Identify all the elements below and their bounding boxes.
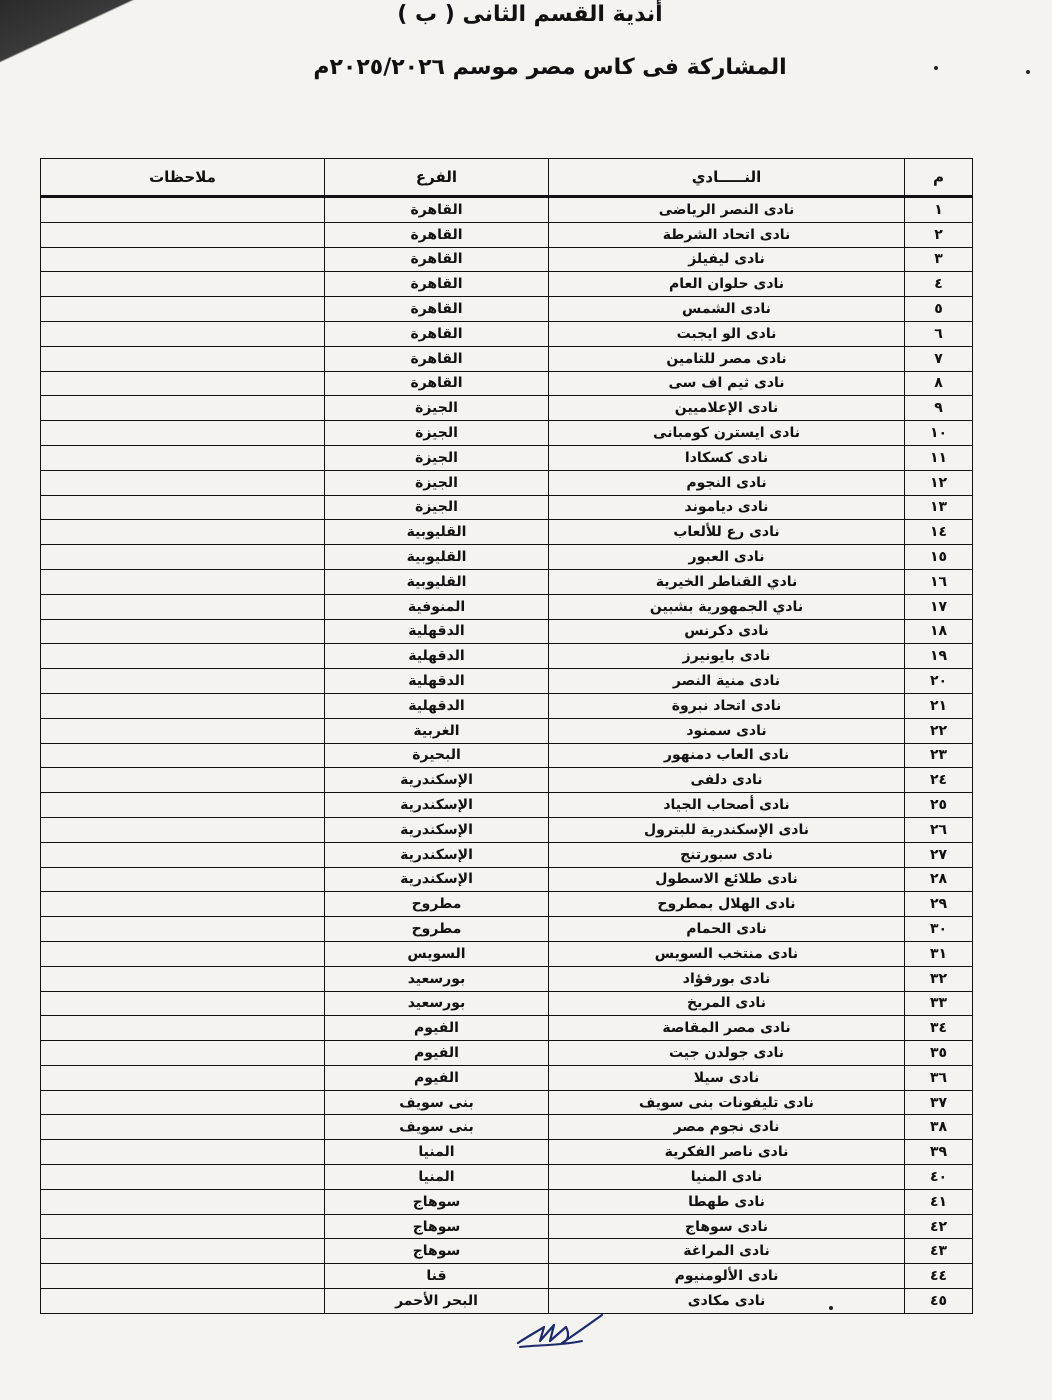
row-number: ٣٧ — [905, 1090, 973, 1115]
notes-cell — [41, 669, 325, 694]
club-name: نادى سمنود — [549, 718, 905, 743]
table-row — [41, 396, 973, 421]
club-name: نادى العاب دمنهور — [549, 743, 905, 768]
table-row — [41, 297, 973, 322]
notes-cell — [41, 569, 325, 594]
table-row — [41, 247, 973, 272]
branch-name: مطروح — [325, 917, 549, 942]
club-name: نادى دلفى — [549, 768, 905, 793]
branch-name: الإسكندرية — [325, 768, 549, 793]
table-row — [41, 1016, 973, 1041]
table-row — [41, 1264, 973, 1289]
table-row — [41, 718, 973, 743]
branch-name: القاهرة — [325, 197, 549, 223]
club-name: نادى منية النصر — [549, 669, 905, 694]
notes-cell — [41, 197, 325, 223]
club-name: نادى سبورتنج — [549, 842, 905, 867]
row-number: ٣٨ — [905, 1115, 973, 1140]
table-row — [41, 321, 973, 346]
table-row — [41, 445, 973, 470]
row-number: ٦ — [905, 321, 973, 346]
notes-cell — [41, 396, 325, 421]
table-row — [41, 569, 973, 594]
club-name: نادى تليفونات بنى سويف — [549, 1090, 905, 1115]
table-row — [41, 520, 973, 545]
column-header-club: النـــــادي — [549, 159, 905, 197]
row-number: ٤٢ — [905, 1214, 973, 1239]
club-name: نادى طهطا — [549, 1189, 905, 1214]
notes-cell — [41, 1065, 325, 1090]
table-row — [41, 594, 973, 619]
notes-cell — [41, 644, 325, 669]
branch-name: المنيا — [325, 1165, 549, 1190]
branch-name: الفيوم — [325, 1065, 549, 1090]
notes-cell — [41, 693, 325, 718]
club-name: نادي القناطر الخيرية — [549, 569, 905, 594]
branch-name: البحر الأحمر — [325, 1289, 549, 1314]
notes-cell — [41, 1165, 325, 1190]
branch-name: القاهرة — [325, 321, 549, 346]
notes-cell — [41, 371, 325, 396]
table-row — [41, 917, 973, 942]
club-name: نادى العبور — [549, 545, 905, 570]
table-row — [41, 346, 973, 371]
branch-name: سوهاج — [325, 1239, 549, 1264]
club-name: نادى بايونيرز — [549, 644, 905, 669]
document-subtitle: المشاركة فى كاس مصر موسم ٢٠٢٥/٢٠٢٦م — [313, 55, 787, 80]
notes-cell — [41, 966, 325, 991]
row-number: ٢٠ — [905, 669, 973, 694]
row-number: ١٦ — [905, 569, 973, 594]
notes-cell — [41, 495, 325, 520]
branch-name: القليوبية — [325, 520, 549, 545]
row-number: ٢٢ — [905, 718, 973, 743]
club-name: نادى المريخ — [549, 991, 905, 1016]
table-row — [41, 1115, 973, 1140]
row-number: ٤ — [905, 272, 973, 297]
row-number: ٣١ — [905, 941, 973, 966]
column-header-branch: الفرع — [325, 159, 549, 197]
row-number: ٢٨ — [905, 867, 973, 892]
table-row — [41, 867, 973, 892]
row-number: ٤٠ — [905, 1165, 973, 1190]
branch-name: الجيزة — [325, 495, 549, 520]
table-row — [41, 1090, 973, 1115]
branch-name: الجيزة — [325, 421, 549, 446]
table-row — [41, 941, 973, 966]
notes-cell — [41, 619, 325, 644]
branch-name: الفيوم — [325, 1016, 549, 1041]
row-number: ٢٧ — [905, 842, 973, 867]
signature — [510, 1305, 610, 1355]
branch-name: الدقهلية — [325, 693, 549, 718]
club-name: نادى الإعلاميين — [549, 396, 905, 421]
club-name: نادى جولدن جيت — [549, 1041, 905, 1066]
table-row — [41, 966, 973, 991]
club-name: نادى الإسكندرية للبترول — [549, 817, 905, 842]
notes-cell — [41, 1214, 325, 1239]
row-number: ٤٥ — [905, 1289, 973, 1314]
table-row — [41, 644, 973, 669]
branch-name: القليوبية — [325, 569, 549, 594]
table-row — [41, 371, 973, 396]
row-number: ٨ — [905, 371, 973, 396]
row-number: ٤١ — [905, 1189, 973, 1214]
club-name: نادى دياموند — [549, 495, 905, 520]
row-number: ٢ — [905, 222, 973, 247]
notes-cell — [41, 321, 325, 346]
row-number: ٤٤ — [905, 1264, 973, 1289]
branch-name: قنا — [325, 1264, 549, 1289]
branch-name: بورسعيد — [325, 991, 549, 1016]
club-name: نادى سيلا — [549, 1065, 905, 1090]
row-number: ٢٩ — [905, 892, 973, 917]
table-row — [41, 842, 973, 867]
branch-name: القاهرة — [325, 272, 549, 297]
notes-cell — [41, 346, 325, 371]
club-name: نادى المراغة — [549, 1239, 905, 1264]
table-row — [41, 1165, 973, 1190]
table-row — [41, 1214, 973, 1239]
branch-name: الإسكندرية — [325, 793, 549, 818]
branch-name: الفيوم — [325, 1041, 549, 1066]
row-number: ٥ — [905, 297, 973, 322]
branch-name: القاهرة — [325, 297, 549, 322]
club-name: نادى ايسترن كومبانى — [549, 421, 905, 446]
notes-cell — [41, 991, 325, 1016]
table-row — [41, 619, 973, 644]
table-row — [41, 495, 973, 520]
club-name: نادى دكرنس — [549, 619, 905, 644]
club-name: نادى مكادى — [549, 1289, 905, 1314]
branch-name: الإسكندرية — [325, 842, 549, 867]
row-number: ١٢ — [905, 470, 973, 495]
notes-cell — [41, 867, 325, 892]
row-number: ٣٠ — [905, 917, 973, 942]
row-number: ٣٣ — [905, 991, 973, 1016]
table-row — [41, 1140, 973, 1165]
club-name: نادى طلائع الاسطول — [549, 867, 905, 892]
branch-name: الجيزة — [325, 396, 549, 421]
club-name: نادى الألومنيوم — [549, 1264, 905, 1289]
branch-name: الإسكندرية — [325, 817, 549, 842]
notes-cell — [41, 297, 325, 322]
row-number: ٢٣ — [905, 743, 973, 768]
row-number: ٧ — [905, 346, 973, 371]
table-row — [41, 768, 973, 793]
notes-cell — [41, 892, 325, 917]
row-number: ٢٦ — [905, 817, 973, 842]
club-name: نادى أصحاب الجياد — [549, 793, 905, 818]
table-row — [41, 272, 973, 297]
table-row — [41, 1065, 973, 1090]
branch-name: المنوفية — [325, 594, 549, 619]
column-header-number: م — [905, 159, 973, 197]
row-number: ٢٤ — [905, 768, 973, 793]
branch-name: سوهاج — [325, 1189, 549, 1214]
club-name: نادي الجمهورية بشبين — [549, 594, 905, 619]
row-number: ٣٢ — [905, 966, 973, 991]
row-number: ١٣ — [905, 495, 973, 520]
branch-name: بنى سويف — [325, 1090, 549, 1115]
club-name: نادى بورفؤاد — [549, 966, 905, 991]
notes-cell — [41, 793, 325, 818]
club-name: نادى مصر المقاصة — [549, 1016, 905, 1041]
notes-cell — [41, 941, 325, 966]
club-name: نادى اتحاد الشرطة — [549, 222, 905, 247]
branch-name: القليوبية — [325, 545, 549, 570]
notes-cell — [41, 247, 325, 272]
club-name: نادى ناصر الفكرية — [549, 1140, 905, 1165]
row-number: ١١ — [905, 445, 973, 470]
branch-name: القاهرة — [325, 346, 549, 371]
club-name: نادى حلوان العام — [549, 272, 905, 297]
notes-cell — [41, 594, 325, 619]
branch-name: مطروح — [325, 892, 549, 917]
club-name: نادى رع للألعاب — [549, 520, 905, 545]
branch-name: الجيزة — [325, 470, 549, 495]
row-number: ٣٤ — [905, 1016, 973, 1041]
table-row — [41, 545, 973, 570]
row-number: ١٨ — [905, 619, 973, 644]
notes-cell — [41, 718, 325, 743]
club-name: نادى ثيم اف سى — [549, 371, 905, 396]
branch-name: بورسعيد — [325, 966, 549, 991]
row-number: ٢١ — [905, 693, 973, 718]
branch-name: الدقهلية — [325, 644, 549, 669]
row-number: ٣٩ — [905, 1140, 973, 1165]
notes-cell — [41, 272, 325, 297]
notes-cell — [41, 1239, 325, 1264]
clubs-table — [40, 158, 973, 1314]
club-name: نادى الحمام — [549, 917, 905, 942]
table-row — [41, 421, 973, 446]
notes-cell — [41, 1264, 325, 1289]
row-number: ٣٥ — [905, 1041, 973, 1066]
club-name: نادى ليفيلز — [549, 247, 905, 272]
row-number: ١٩ — [905, 644, 973, 669]
table-row — [41, 1189, 973, 1214]
club-name: نادى المنيا — [549, 1165, 905, 1190]
table-row — [41, 991, 973, 1016]
row-number: ٣ — [905, 247, 973, 272]
row-number: ١٤ — [905, 520, 973, 545]
notes-cell — [41, 768, 325, 793]
row-number: ١٥ — [905, 545, 973, 570]
notes-cell — [41, 1016, 325, 1041]
table-row — [41, 817, 973, 842]
club-name: نادى كسكادا — [549, 445, 905, 470]
table-row — [41, 793, 973, 818]
table-row — [41, 1041, 973, 1066]
notes-cell — [41, 1289, 325, 1314]
table-row — [41, 892, 973, 917]
notes-cell — [41, 1041, 325, 1066]
row-number: ١ — [905, 197, 973, 223]
row-number: ٤٣ — [905, 1239, 973, 1264]
branch-name: بنى سويف — [325, 1115, 549, 1140]
page-corner-shadow — [0, 0, 200, 110]
notes-cell — [41, 445, 325, 470]
club-name: نادى الهلال بمطروح — [549, 892, 905, 917]
club-name: نادى الشمس — [549, 297, 905, 322]
branch-name: القاهرة — [325, 371, 549, 396]
notes-cell — [41, 421, 325, 446]
ink-dot — [1026, 70, 1030, 74]
table-row — [41, 1239, 973, 1264]
notes-cell — [41, 520, 325, 545]
branch-name: المنيا — [325, 1140, 549, 1165]
notes-cell — [41, 470, 325, 495]
club-name: نادى نجوم مصر — [549, 1115, 905, 1140]
notes-cell — [41, 545, 325, 570]
table-row — [41, 1289, 973, 1314]
branch-name: الدقهلية — [325, 669, 549, 694]
table-row — [41, 222, 973, 247]
row-number: ٢٥ — [905, 793, 973, 818]
table-row — [41, 470, 973, 495]
row-number: ٣٦ — [905, 1065, 973, 1090]
table-row — [41, 743, 973, 768]
table-row — [41, 197, 973, 223]
row-number: ١٠ — [905, 421, 973, 446]
table-header-row — [41, 159, 973, 197]
ink-dot — [934, 66, 938, 70]
notes-cell — [41, 842, 325, 867]
table-row — [41, 693, 973, 718]
branch-name: السويس — [325, 941, 549, 966]
branch-name: الغربية — [325, 718, 549, 743]
notes-cell — [41, 1115, 325, 1140]
branch-name: الدقهلية — [325, 619, 549, 644]
branch-name: القاهرة — [325, 222, 549, 247]
club-name: نادى سوهاج — [549, 1214, 905, 1239]
notes-cell — [41, 917, 325, 942]
club-name: نادى النصر الرياضى — [549, 197, 905, 223]
notes-cell — [41, 743, 325, 768]
branch-name: الإسكندرية — [325, 867, 549, 892]
branch-name: البحيرة — [325, 743, 549, 768]
branch-name: سوهاج — [325, 1214, 549, 1239]
branch-name: الجيزة — [325, 445, 549, 470]
club-name: نادى النجوم — [549, 470, 905, 495]
column-header-notes: ملاحظات — [41, 159, 325, 197]
row-number: ١٧ — [905, 594, 973, 619]
table-row — [41, 669, 973, 694]
club-name: نادى مصر للتامين — [549, 346, 905, 371]
notes-cell — [41, 1090, 325, 1115]
club-name: نادى اتحاد نبروة — [549, 693, 905, 718]
row-number: ٩ — [905, 396, 973, 421]
notes-cell — [41, 817, 325, 842]
document-title: أندية القسم الثانى ( ب ) — [397, 2, 663, 27]
notes-cell — [41, 1140, 325, 1165]
notes-cell — [41, 222, 325, 247]
club-name: نادى الو ايجبت — [549, 321, 905, 346]
branch-name: القاهرة — [325, 247, 549, 272]
club-name: نادى منتخب السويس — [549, 941, 905, 966]
notes-cell — [41, 1189, 325, 1214]
